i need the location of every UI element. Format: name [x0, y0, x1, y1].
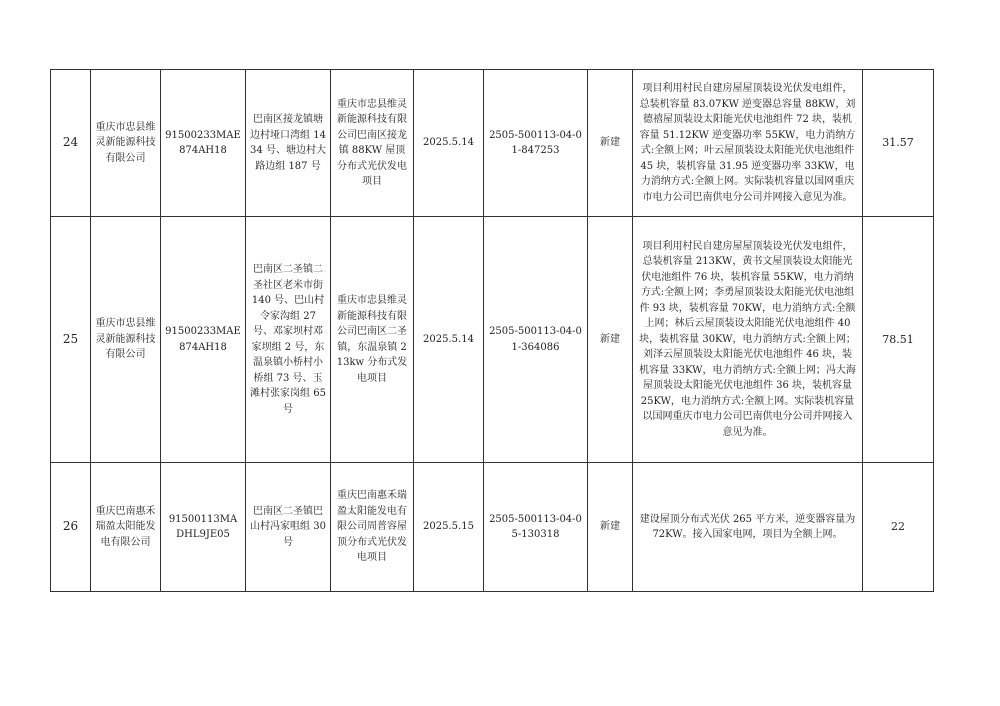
investment-amount: 31.57 [863, 70, 934, 217]
project-name: 重庆市忠县维灵新能源科技有限公司巴南区二圣镇，东温泉镇 213kw 分布式发电项目 [331, 217, 414, 463]
table-row [51, 217, 934, 463]
investment-amount: 78.51 [863, 217, 934, 463]
company-name: 重庆巴南惠禾瑞盈太阳能发电有限公司 [91, 463, 161, 592]
project-registry-table [50, 69, 934, 592]
credit-code: 91500233MAE874AH18 [161, 70, 246, 217]
project-code: 2505-500113-04-05-130318 [484, 463, 588, 592]
company-name: 重庆市忠县维灵新能源科技有限公司 [91, 70, 161, 217]
project-description: 建设屋顶分布式光伏 265 平方米，逆变器容量为 72KW。接入国家电网，项目为全额上网。 [633, 463, 863, 592]
credit-code: 91500113MADHL9JE05 [161, 463, 246, 592]
project-code: 2505-500113-04-01-847253 [484, 70, 588, 217]
project-description: 项目利用村民自建房屋屋顶装设光伏发电组件，总装机容量 83.07KW 逆变器总容量 88KW，刘德禧屋顶装设太阳能光伏电池组件 72 块，装机容量 51.12KW 逆变器功率 55KW，电力消纳方式:全额上网；叶云屋顶装设太阳能光伏电池组件 45 块，装机容量 31.95 逆变器功率 33KW，电力消纳方式:全额上网。实际装机容量以国网重庆市电力公司巴南供电分公司并网接入意见为准。 [633, 70, 863, 217]
row-number: 25 [51, 217, 91, 463]
project-code: 2505-500113-04-01-364086 [484, 217, 588, 463]
project-name: 重庆市忠县维灵新能源科技有限公司巴南区接龙镇 88KW 屋顶分布式光伏发电项目 [331, 70, 414, 217]
credit-code: 91500233MAE874AH18 [161, 217, 246, 463]
row-number: 26 [51, 463, 91, 592]
table-row [51, 70, 934, 217]
row-number: 24 [51, 70, 91, 217]
filing-date: 2025.5.14 [414, 217, 484, 463]
construction-type: 新建 [588, 217, 633, 463]
construction-type: 新建 [588, 70, 633, 217]
project-name: 重庆巴南惠禾瑞盈太阳能发电有限公司周普容屋顶分布式光伏发电项目 [331, 463, 414, 592]
project-location: 巴南区二圣镇巴山村冯家咀组 30 号 [246, 463, 331, 592]
project-location: 巴南区接龙镇塘边村垭口湾组 1434 号、塘边村大路边组 187 号 [246, 70, 331, 217]
filing-date: 2025.5.15 [414, 463, 484, 592]
company-name: 重庆市忠县维灵新能源科技有限公司 [91, 217, 161, 463]
project-location: 巴南区二圣镇二圣社区老米市街 140 号、巴山村令家沟组 27 号、邓家坝村邓家坝组 2 号，东温泉镇小桥村小桥组 73 号、玉滩村张家岗组 65 号 [246, 217, 331, 463]
investment-amount: 22 [863, 463, 934, 592]
filing-date: 2025.5.14 [414, 70, 484, 217]
construction-type: 新建 [588, 463, 633, 592]
table-row [51, 463, 934, 592]
project-description: 项目利用村民自建房屋屋顶装设光伏发电组件，总装机容量 213KW，黄书文屋顶装设太阳能光伏电池组件 76 块，装机容量 55KW，电力消纳方式:全额上网；李勇屋顶装设太阳能光伏电池组件 93 块，装机容量 70KW，电力消纳方式:全额上网；林后云屋顶装设太阳能光伏电池组件 40 块，装机容量 30KW，电力消纳方式:全额上网；刘泽云屋顶装设太阳能光伏电池组件 46 块，装机容量 33KW，电力消纳方式:全额上网；冯大海屋顶装设太阳能光伏电池组件 36 块，装机容量 25KW，电力消纳方式:全额上网。实际装机容量以国网重庆市电力公司巴南供电分公司并网接入意见为准。 [633, 217, 863, 463]
